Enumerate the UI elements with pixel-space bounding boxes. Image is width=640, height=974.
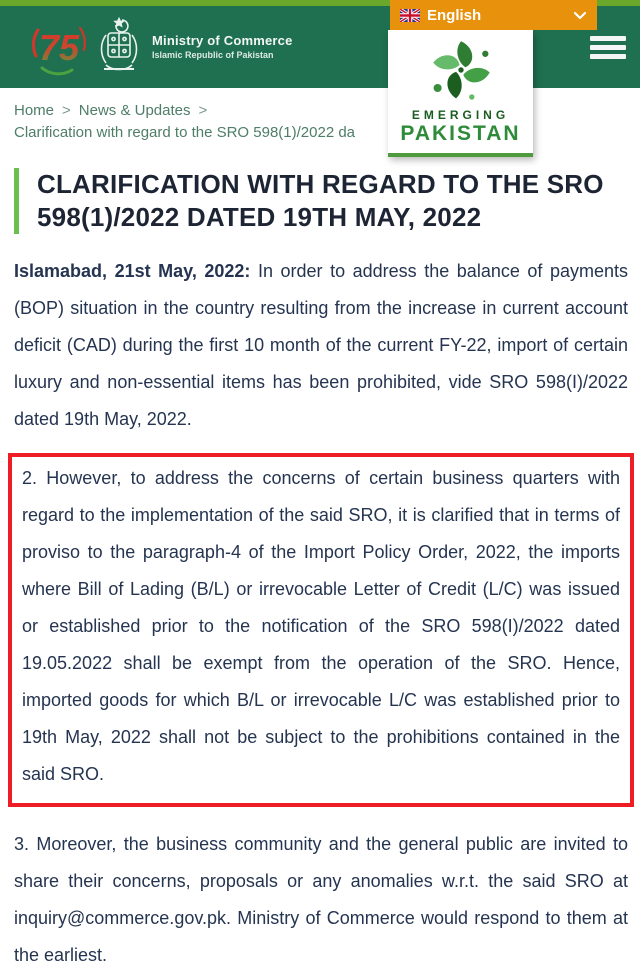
ministry-subtitle: Islamic Republic of Pakistan [152, 50, 274, 61]
hamburger-bar [590, 45, 626, 50]
pakistan-emblem-icon [96, 17, 142, 77]
paragraph-1-dateline: Islamabad, 21st May, 2022: [14, 261, 251, 281]
breadcrumb-separator: > [62, 102, 71, 119]
page-title: CLARIFICATION WITH REGARD TO THE SRO 598(1)/2022 DATED 19TH MAY, 2022 [14, 168, 628, 234]
paragraph-1 [14, 253, 628, 438]
paragraph-1-body: In order to address the balance of payments (BOP) situation in the country resulting from the increase in current account deficit (CAD) during the first 10 month of the current FY-22, import of certain luxury and non-essential items has been prohibited, vide SRO 598(I)/2022 dated 19th May, 2022. [14, 261, 628, 429]
breadcrumb-news-link[interactable]: News & Updates [78, 102, 191, 119]
emerging-pakistan-logo [425, 34, 497, 106]
ministry-title: Ministry of Commerce [152, 32, 293, 48]
paragraph-2: 2. However, to address the concerns of certain business quarters with regard to the implementation of the said SRO, it is clarified that in terms of proviso to the paragraph-4 of the Import Policy Order, 2022, the imports where Bill of Lading (B/L) or irrevocable Letter of Credit (L/C) was issued or established prior to the notification of the SRO 598(I)/2022 dated 19.05.2022 shall be exempt from the operation of the SRO. Hence, imported goods for which B/L or irrevocable L/C was established prior to 19th May, 2022 shall not be subject to the prohibitions contained in the said SRO. [22, 468, 620, 784]
ministry-branding [152, 33, 293, 61]
language-label: English [427, 6, 482, 24]
highlighted-paragraph-box [8, 453, 634, 807]
breadcrumb-current-page: Clarification with regard to the SRO 598(1)/2022 da [14, 124, 356, 141]
anniversary-75-logo-art [28, 16, 90, 78]
breadcrumb-home-link[interactable]: Home [14, 102, 55, 119]
language-dropdown[interactable] [390, 0, 597, 30]
emerging-text-line1: EMERGING [411, 108, 510, 122]
breadcrumb [14, 100, 386, 144]
emerging-text-line2: PAKISTAN [400, 122, 521, 145]
chevron-down-icon [573, 11, 587, 20]
anniversary-75-logo [28, 16, 90, 78]
hamburger-bar [590, 54, 626, 59]
breadcrumb-line1 [14, 100, 386, 122]
hamburger-menu-icon[interactable] [590, 36, 626, 59]
breadcrumb-separator: > [198, 102, 208, 119]
svg-text:75: 75 [38, 27, 80, 68]
uk-flag-icon [400, 9, 420, 22]
paragraph-3: 3. Moreover, the business community and the general public are invited to share their concerns, proposals or any anomalies w.r.t. the said SRO at inquiry@commerce.gov.pk. Ministry of Commerce would respond to them at the earliest. [14, 834, 628, 965]
hamburger-bar [590, 36, 626, 41]
emerging-pakistan-card [388, 30, 533, 157]
